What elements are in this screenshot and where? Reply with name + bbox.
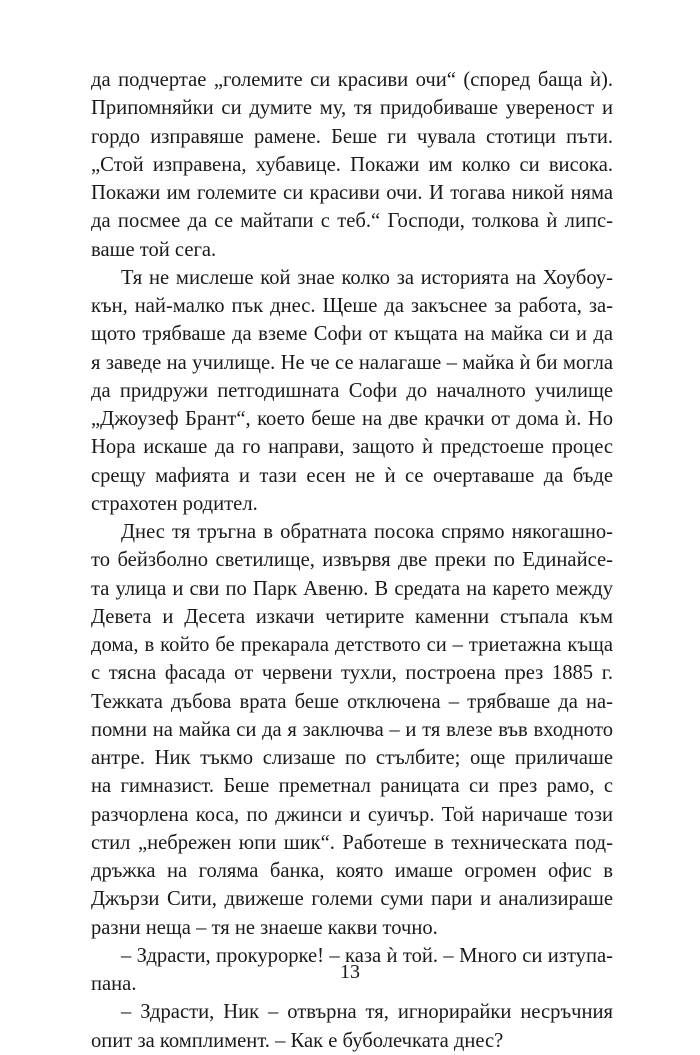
paragraph: [91, 518, 613, 942]
text-line: разчорлена коса, по джинси и суичър. Той наричаше този: [91, 803, 613, 826]
text-line: щото трябваше да вземе Софи от къщата на майка си и да: [91, 323, 613, 346]
text-line: я заведе на училище. Не че се налагаше – майка ѝ би могла: [91, 351, 613, 374]
text-line: – Здрасти, прокурорке! – каза ѝ той. – Много си изтупа-: [121, 944, 613, 967]
text-line: – Здрасти, Ник – отвърна тя, игнорирайки несръчния: [121, 1001, 613, 1024]
text-line: Тежката дъбова врата беше отключена – трябваше да на-: [91, 690, 613, 713]
text-line: Покажи им големите си красиви очи. И тогава никой няма: [91, 182, 613, 204]
text-line: ваше той сега.: [91, 238, 217, 261]
text-line: гордо изправяше рамене. Беше ги чувала стотици пъти.: [91, 125, 613, 148]
paragraph: [91, 66, 613, 264]
text-line: пана.: [91, 973, 137, 995]
text-line: срещу мафията и тази есен не ѝ се очертаваше да бъде: [91, 464, 613, 487]
text-line: „Джоузеф Брант“, което беше на две крачки от дома ѝ. Но: [91, 408, 613, 430]
text-line: Тя не мислеше кой знае колко за историята на Хоубоу-: [121, 266, 613, 289]
text-line: Днес тя тръгна в обратната посока спрямо някогашно-: [121, 521, 613, 543]
text-line: антре. Ник тъкмо слизаше по стълбите; още приличаше: [91, 747, 613, 769]
text-line: та улица и сви по Парк Авеню. В средата на карето между: [91, 577, 613, 600]
text-line: дръжка на голяма банка, която имаше огромен офис в: [91, 860, 613, 882]
text-line: на гимназист. Беше преметнал раницата си през рамо, с: [91, 775, 613, 798]
text-line: страхотен родител.: [91, 492, 258, 515]
text-line: „Стой изправена, хубавице. Покажи им колко си висока.: [91, 153, 613, 176]
text-line: кън, най-малко пък днес. Щеше да закъснее за работа, за-: [91, 295, 613, 317]
page-number: 13: [340, 961, 360, 983]
paragraph: [91, 264, 613, 518]
text-line: разни неща – тя не знаеше какви точно.: [91, 916, 438, 939]
paragraph: [91, 998, 613, 1055]
text-line: стил „небрежен юпи шик“. Работеше в техническата под-: [91, 831, 613, 854]
text-line: Девета и Десета изкачи четирите каменни стъпала към: [91, 605, 613, 628]
text-line: то бейзболно светилище, извървя две преки по Единайсе-: [91, 549, 613, 572]
text-line: дома, в който бе прекарала детството си – триетажна къща: [91, 634, 613, 656]
text-line: помни на майка си да я заключва – и тя влезе във входното: [91, 718, 613, 741]
text-line: с тясна фасада от червени тухли, построена през 1885 г.: [91, 662, 613, 685]
text-line: да посмее да се майтапи с теб.“ Господи, толкова ѝ липс-: [91, 210, 613, 233]
text-line: Джързи Сити, движеше големи суми пари и анализираше: [91, 888, 613, 911]
text-line: да придружи петгодишната Софи до началното училище: [91, 379, 613, 402]
book-page-body: [91, 66, 613, 1055]
text-line: опит за комплимент. – Как е буболечката днес?: [91, 1029, 504, 1052]
text-line: Нора искаше да го направи, защото ѝ предстоеше процес: [91, 436, 613, 459]
text-line: Припомняйки си думите му, тя придобиваше увереност и: [91, 97, 613, 120]
text-line: да подчертае „големите си красиви очи“ (според баща ѝ).: [91, 69, 613, 91]
